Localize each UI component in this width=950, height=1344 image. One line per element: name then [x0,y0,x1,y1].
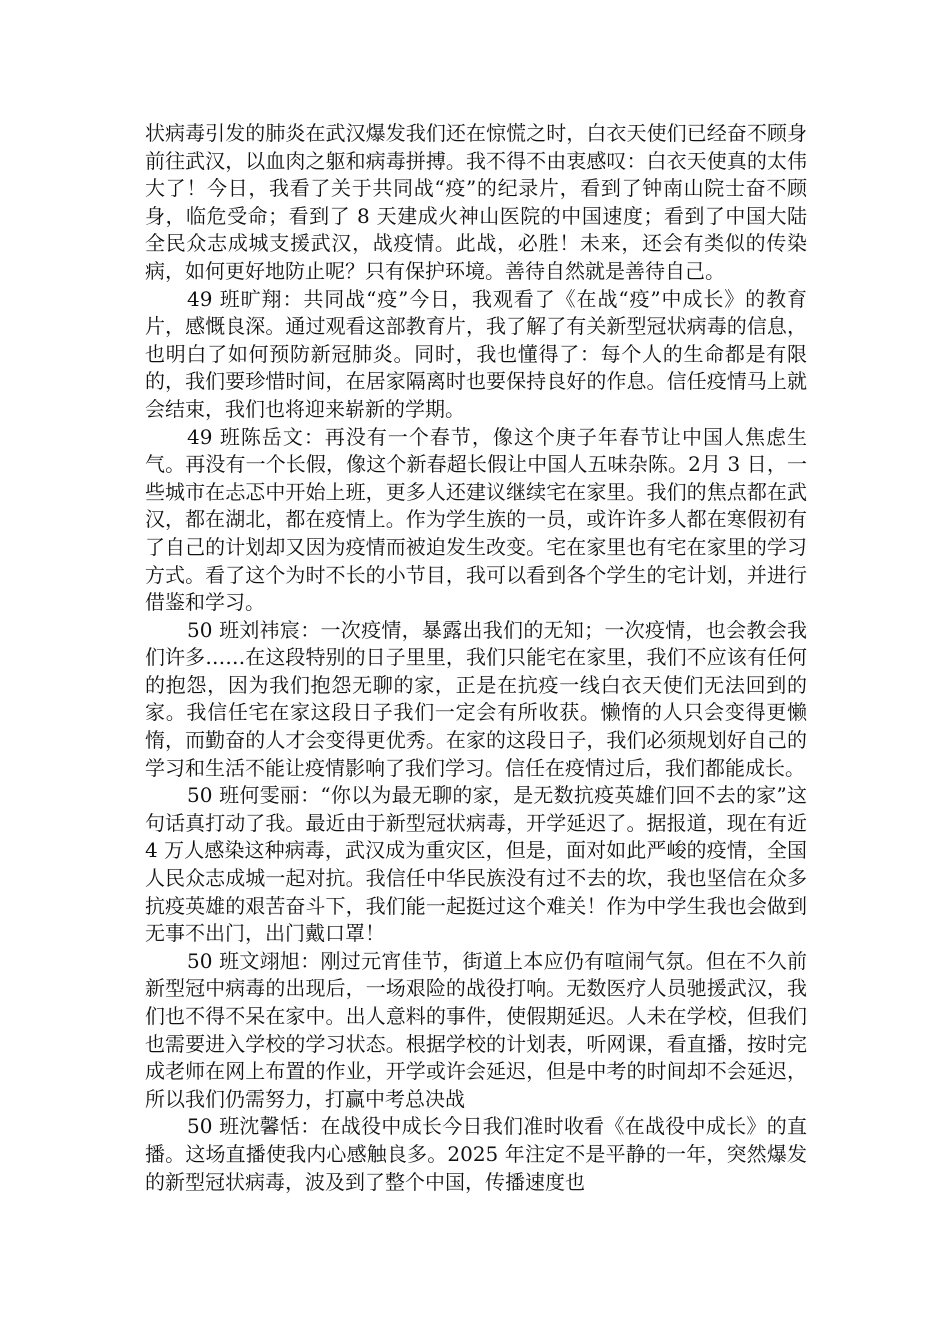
paragraph-2: 49 班旷翔：共同战“疫”今日，我观看了《在战“疫”中成长》的教育片，感慨良深。通过观看这部教育片，我了解了有关新型冠状病毒的信息，也明白了如何预防新冠肺炎。同时，我也懂得了：每个人的生命都是有限的，我们要珍惜时间，在居家隔离时也要保持良好的作息。信任疫情马上就会结束，我们也将迎来崭新的学期。 [145,286,807,421]
paragraph-4: 50 班刘祎宸：一次疫情，暴露出我们的无知；一次疫情，也会教会我们许多……在这段特别的日子里里，我们只能宅在家里，我们不应该有任何的抱怨，因为我们抱怨无聊的家，正是在抗疫一线白衣天使们无法回到的家。我信任宅在家这段日子我们一定会有所收获。懒惰的人只会变得更懒惰，而勤奋的人才会变得更优秀。在家的这段日子，我们必须规划好自己的学习和生活不能让疫情影响了我们学习。信任在疫情过后，我们都能成长。 [145,617,807,780]
paragraph-3: 49 班陈岳文：再没有一个春节，像这个庚子年春节让中国人焦虑生气。再没有一个长假，像这个新春超长假让中国人五味杂陈。2月 3 日，一些城市在忐忑中开始上班，更多人还建议继续宅在家里。我们的焦点都在武汉，都在湖北，都在疫情上。作为学生族的一员，或许许多人都在寒假初有了自己的计划却又因为疫情而被迫发生改变。宅在家里也有宅在家里的学习方式。看了这个为时不长的小节目，我可以看到各个学生的宅计划，并进行借鉴和学习。 [145,424,807,615]
document-body [145,120,807,1196]
paragraph-5: 50 班何雯丽：“你以为最无聊的家，是无数抗疫英雄们回不去的家”这句话真打动了我。最近由于新型冠状病毒，开学延迟了。据报道，现在有近 4 万人感染这种病毒，武汉成为重灾区，但是，面对如此严峻的疫情，全国人民众志成城一起对抗。我信任中华民族没有过不去的坎，我也坚信在众多抗疫英雄的艰苦奋斗下，我们能一起挺过这个难关！作为中学生我也会做到无事不出门，出门戴口罩！ [145,783,807,946]
paragraph-7: 50 班沈馨恬：在战役中成长今日我们准时收看《在战役中成长》的直播。这场直播使我内心感触良多。2025 年注定不是平静的一年，突然爆发的新型冠状病毒，波及到了整个中国，传播速度也 [145,1114,807,1194]
paragraph-1: 状病毒引发的肺炎在武汉爆发我们还在惊慌之时，白衣天使们已经奋不顾身前往武汉，以血肉之躯和病毒拼搏。我不得不由衷感叹：白衣天使真的太伟大了！今日，我看了关于共同战“疫”的纪录片，看到了钟南山院士奋不顾身，临危受命；看到了 8 天建成火神山医院的中国速度；看到了中国大陆全民众志成城支援武汉，战疫情。此战，必胜！未来，还会有类似的传染病，如何更好地防止呢？只有保护环境。善待自然就是善待自己。 [145,121,807,283]
paragraph-6: 50 班文翊旭：刚过元宵佳节，街道上本应仍有喧闹气氛。但在不久前新型冠中病毒的出现后，一场艰险的战役打响。无数医疗人员驰援武汉，我们也不得不呆在家中。出人意料的事件，使假期延迟。人未在学校，但我们也需要进入学校的学习状态。根据学校的计划表，听网课，看直播，按时完成老师在网上布置的作业，开学或许会延迟，但是中考的时间却不会延迟，所以我们仍需努力，打赢中考总决战 [145,948,807,1111]
